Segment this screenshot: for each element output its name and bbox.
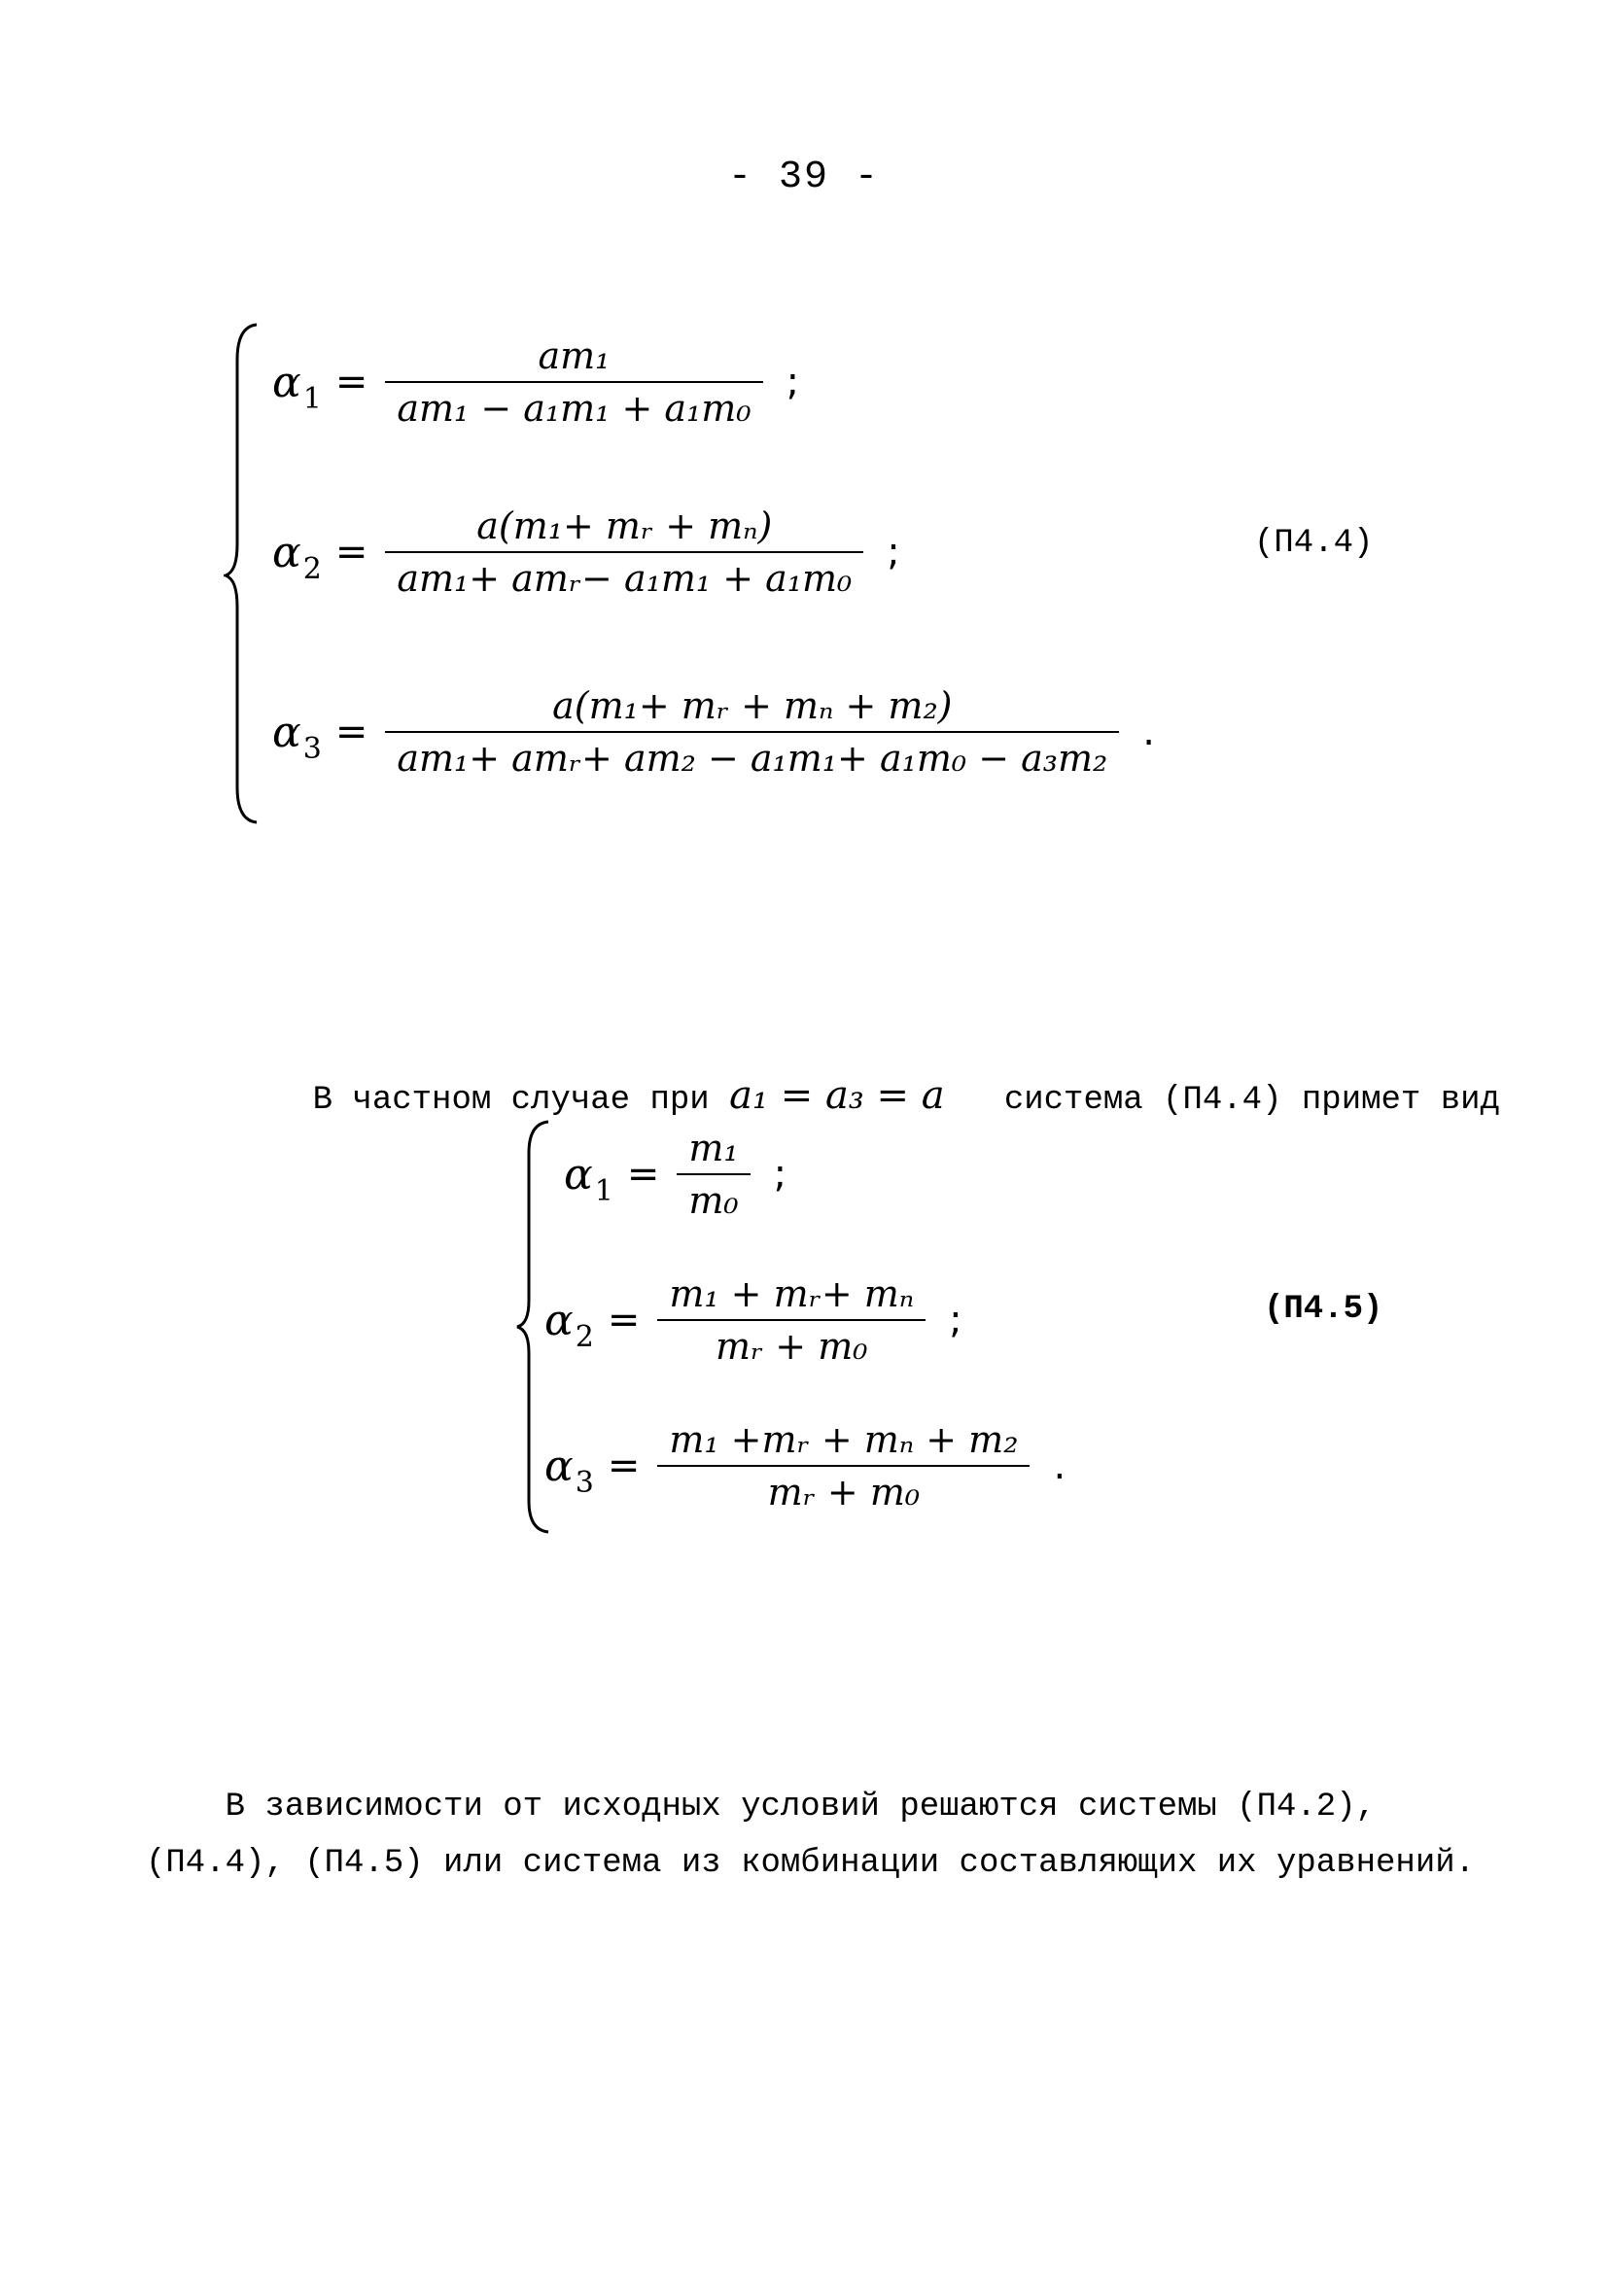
equation-punctuation: ; <box>773 1152 787 1197</box>
numerator: a(m₁+ mᵣ + mₙ) <box>476 504 773 547</box>
intro-paragraph: В частном случае при a₁ = a₃ = a система (П4.4) примет вид <box>312 1073 1500 1119</box>
denominator: am₁+ amᵣ+ am₂ − a₁m₁+ a₁m₀ − a₃m₂ <box>397 737 1108 780</box>
closing-paragraph-line-2: (П4.4), (П4.5) или система из комбинации составляющих их уравнений. <box>146 1845 1476 1882</box>
alpha-symbol: $\alpha_2$ <box>544 1295 594 1354</box>
equation-alpha-2 <box>544 1269 962 1372</box>
page-number: - 39 - <box>727 156 881 199</box>
inline-formula: a₁ = a₃ = a <box>729 1073 945 1118</box>
fraction <box>385 680 1119 783</box>
numerator: m₁ +mᵣ + mₙ + m₂ <box>669 1418 1019 1461</box>
fraction <box>385 501 863 604</box>
equals-sign: = <box>607 1298 641 1342</box>
alpha-symbol: $\alpha_3$ <box>544 1441 594 1500</box>
closing-paragraph-line-1: В зависимости от исходных условий решаются системы (П4.2), <box>146 1789 1377 1826</box>
equation-punctuation: ; <box>887 530 900 574</box>
alpha-symbol: $\alpha_3$ <box>272 707 322 766</box>
fraction <box>385 330 762 434</box>
fraction <box>657 1269 926 1372</box>
equation-alpha-1 <box>564 1123 787 1226</box>
equation-alpha-2 <box>272 501 900 604</box>
numerator: am₁ <box>538 334 611 377</box>
equation-punctuation: ; <box>786 360 800 404</box>
equation-system-p4-4 <box>224 321 1439 826</box>
equation-alpha-3 <box>272 680 1155 783</box>
denominator: am₁ − a₁m₁ + a₁m₀ <box>397 387 752 430</box>
equals-sign: = <box>334 360 368 404</box>
equation-label-p4-4: (П4.4) <box>1254 525 1374 562</box>
alpha-symbol: $\alpha_2$ <box>272 527 322 586</box>
equation-alpha-1 <box>272 330 799 434</box>
fraction <box>657 1414 1030 1517</box>
equals-sign: = <box>334 710 368 754</box>
equation-system-p4-5 <box>515 1118 1390 1536</box>
equation-punctuation: . <box>1142 710 1155 754</box>
denominator: mᵣ + m₀ <box>716 1325 868 1368</box>
numerator: a(m₁+ mᵣ + mₙ + m₂) <box>552 684 953 727</box>
left-brace <box>224 321 262 826</box>
equals-sign: = <box>626 1152 660 1197</box>
numerator: m₁ <box>688 1127 739 1169</box>
equation-punctuation: . <box>1053 1444 1066 1488</box>
denominator: m₀ <box>688 1179 739 1222</box>
alpha-symbol: $\alpha_1$ <box>272 357 322 416</box>
equation-label-p4-5: (П4.5) <box>1264 1291 1383 1328</box>
equals-sign: = <box>334 530 368 574</box>
denominator: am₁+ amᵣ− a₁m₁ + a₁m₀ <box>397 557 853 600</box>
equation-punctuation: ; <box>949 1298 962 1342</box>
numerator: m₁ + mᵣ+ mₙ <box>669 1272 915 1315</box>
equals-sign: = <box>607 1444 641 1488</box>
denominator: mᵣ + m₀ <box>767 1471 921 1513</box>
alpha-symbol: $\alpha_1$ <box>564 1149 613 1208</box>
equation-alpha-3 <box>544 1414 1066 1517</box>
fraction <box>677 1123 750 1226</box>
